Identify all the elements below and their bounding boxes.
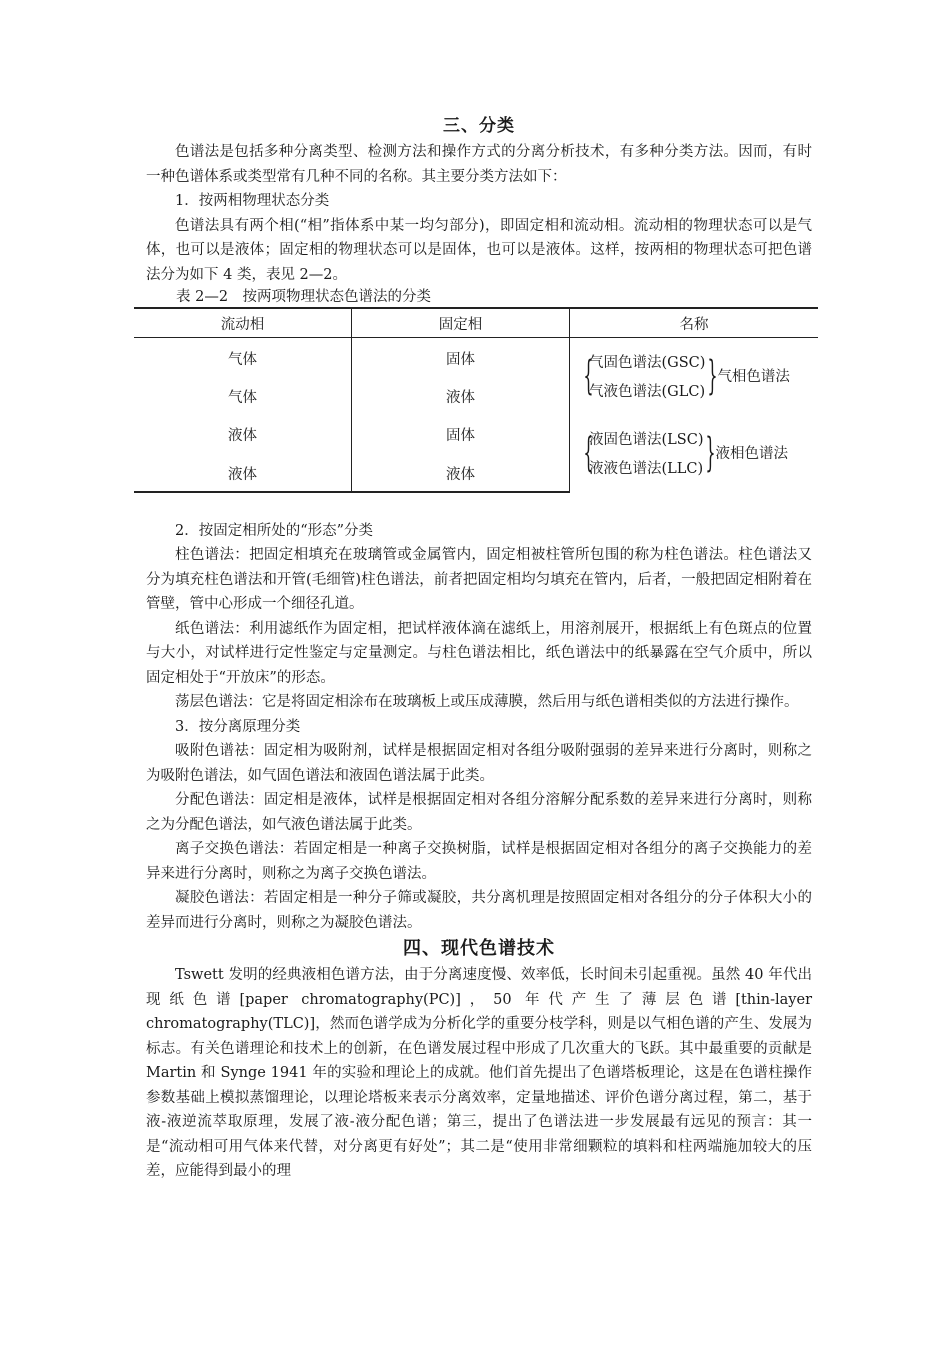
spacer [146,493,812,519]
paragraph-gel: 凝胶色谱法：若固定相是一种分子筛或凝胶，共分离机理是按照固定相对各组分的分子体积大小的差异而进行分离时，则称之为凝胶色谱法。 [146,890,812,931]
left-brace-icon: { [583,352,594,399]
section-title-modern: 四、现代色谱技术 [403,938,555,959]
paragraph-intro: 色谱法是包括多种分离类型、检测方法和操作方式的分离分析技术，有多种分类方法。因而，有时一种色谱体系或类型常有几种不同的名称。其主要分类方法如下： [146,144,812,185]
cell-stationary: 液体 [352,380,570,414]
cell-group-gas [570,338,819,414]
table-row [134,338,818,380]
paragraph-partition: 分配色谱法：固定相是液体，试样是根据固定相对各组分溶解分配系数的差异来进行分离时，则称之为分配色谱法，如气液色谱法属于此类。 [146,792,812,833]
group-item: 气固色谱法(GSC) [589,354,706,371]
classification-table [134,307,818,493]
subheading-phase-state: 1．按两相物理状态分类 [175,193,330,209]
group-item: 液固色谱法(LSC) [589,431,704,448]
table-caption: 表 2—2 按两项物理状态色谱法的分类 [176,289,432,305]
header-stationary-phase: 固定相 [352,308,570,338]
section-title-classification: 三、分类 [443,116,515,136]
cell-mobile: 气体 [228,390,257,406]
left-brace-icon: { [583,429,594,476]
cell-group-liquid [570,414,819,492]
header-name: 名称 [570,308,819,338]
paragraph-ion-exchange: 离子交换色谱法：若固定相是一种离子交换树脂，试样是根据固定相对各组分的离子交换能力的差异来进行分离时，则称之为离子交换色谱法。 [146,841,812,882]
subheading-form: 2．按固定相所处的“形态”分类 [175,522,374,539]
group-item: 气液色谱法(GLC) [589,383,706,400]
paragraph-phase-state: 色谱法具有两个相(“相”指体系中某一均匀部分)，即固定相和流动相。流动相的物理状态可以是气体，也可以是液体；固定相的物理状态可以是固体，也可以是液体。这样，按两相的物理状态可把色谱法分为如下 4 类，表见 2—2。 [146,217,812,283]
group-gas [571,351,817,401]
right-brace-icon: } [707,352,719,399]
cell-stationary: 液体 [352,456,570,492]
cell-stationary: 固体 [352,338,570,380]
group-name: 液相色谱法 [715,446,788,462]
paragraph-adsorption: 吸附色谱祛：固定相为吸附剂，试样是根据固定相对各组分吸附强弱的差异来进行分离时，则称之为吸附色谱法，如气固色谱法和液固色谱法属于此类。 [146,743,812,784]
group-liquid [571,428,817,478]
table-header-row [134,308,818,338]
paragraph-column: 柱色谱法：把固定相填充在玻璃管或金属管内，固定相被柱管所包围的称为柱色谱法。柱色谱法又分为填充柱色谱法和开管(毛细管)柱色谱法，前者把固定相均匀填充在管内，后者，一般把固定相附着在管壁，管中心形成一个细径孔道。 [146,547,812,612]
page-content [146,112,812,1184]
paragraph-modern: Tswett 发明的经典液相色谱方法，由于分离速度慢、效率低，长时间未引起重视。虽然 40 年代出现纸色谱[paper chromatography(PC)]，50 年代产生了薄层色谱[thin-layer chromatography(TLC)]，然而色谱学成为分析化学的重要分枝学科，则是以气相色谱的产生、发展为标志。有关色谱理论和技术上的创新，在色谱发展过程中形成了几次重大的飞跃。其中最重要的贡献是 Martin 和 Synge 1941 年的实验和理论上的成就。他们首先提出了色谱塔板理论，这是在色谱柱操作参数基础上模拟蒸馏理论，以理论塔板来表示分离效率，定量地描述、评价色谱分离过程，第二，基于液-液逆流萃取原理，发展了液-液分配色谱；第三，提出了色谱法进一步发展最有远见的预言：其一是“流动相可用气体来代替，对分离更有好处”；其二是“使用非常细颗粒的填料和柱两端施加较大的压差，应能得到最小的理 [146,967,812,1179]
cell-mobile: 气体 [228,352,257,369]
subheading-principle: 3．按分离原理分类 [175,718,301,735]
cell-mobile: 液体 [228,428,257,444]
header-mobile-phase: 流动相 [134,308,352,338]
right-brace-icon: } [705,429,717,476]
cell-mobile: 液体 [134,456,352,492]
table-row [134,414,818,456]
group-name: 气相色谱法 [717,369,790,386]
cell-stationary: 固体 [352,414,570,456]
paragraph-thin-layer: 荡层色谱法：它是将固定相涂布在玻璃板上或压成薄膜，然后用与纸色谱相类似的方法进行操作。 [175,694,799,710]
group-item: 液液色谱法(LLC) [589,460,704,477]
paragraph-paper: 纸色谱法：利用滤纸作为固定相，把试样液体滴在滤纸上，用溶剂展开，根据纸上有色斑点的位置与大小，对试样进行定性鉴定与定量测定。与柱色谱法相比，纸色谱法中的纸暴露在空气介质中，所以固定相处于“开放床”的形态。 [146,620,812,686]
